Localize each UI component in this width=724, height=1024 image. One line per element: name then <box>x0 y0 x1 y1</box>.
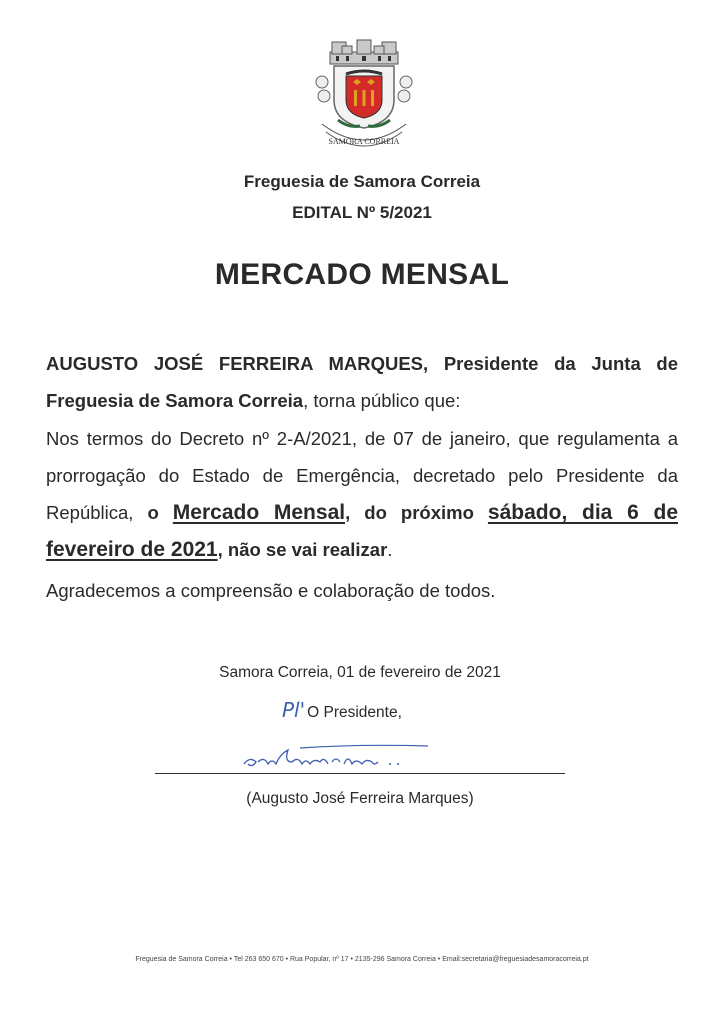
footer-contact: Freguesia de Samora Correia • Tel 263 650 670 • Rua Popular, nº 17 • 2135-296 Samora Correia • Email:secretaria@freguesiadesamoracorreia.pt <box>135 956 589 963</box>
thanks-paragraph: Agradecemos a compreensão e colaboração de todos. <box>46 580 496 601</box>
event-mid: , do próximo <box>345 502 488 523</box>
document-title: MERCADO MENSAL <box>214 258 510 291</box>
president-name: AUGUSTO JOSÉ FERREIRA MARQUES, <box>46 353 429 374</box>
organization-name: Freguesia de Samora Correia <box>243 172 481 191</box>
place-and-date: Samora Correia, 01 de fevereiro de 2021 <box>219 664 501 681</box>
event-name: Mercado Mensal <box>172 501 346 524</box>
period: . <box>387 539 393 560</box>
decree-paragraph <box>46 420 678 568</box>
article-o: o <box>147 502 173 523</box>
announcement-lead: , torna público que: <box>303 390 461 411</box>
president-role: Presidente da Junta de Freguesia de Samora Correia <box>46 353 678 411</box>
signatory-name: (Augusto José Ferreira Marques) <box>246 790 474 807</box>
signature-line <box>155 773 565 774</box>
crest-label: SAMORA CORREIA <box>328 137 400 146</box>
signatory-title-line <box>282 698 402 722</box>
handwritten-pl: Pl' <box>282 698 306 722</box>
announcement-paragraph <box>46 345 678 419</box>
event-date: sábado, dia 6 de fevereiro de 2021 <box>46 501 678 561</box>
handwritten-signature <box>240 740 440 774</box>
edital-number: EDITAL Nº 5/2021 <box>292 203 432 222</box>
cancellation-notice: , não se vai realizar <box>217 539 388 560</box>
decree-intro: Nos termos do Decreto nº 2-A/2021, de 07 de janeiro, que regulamenta a prorrogação do Estado de Emergência, decretado pelo Presidente da República, <box>46 428 678 523</box>
signatory-title: O Presidente, <box>307 704 402 721</box>
coat-of-arms-logo <box>312 38 416 150</box>
